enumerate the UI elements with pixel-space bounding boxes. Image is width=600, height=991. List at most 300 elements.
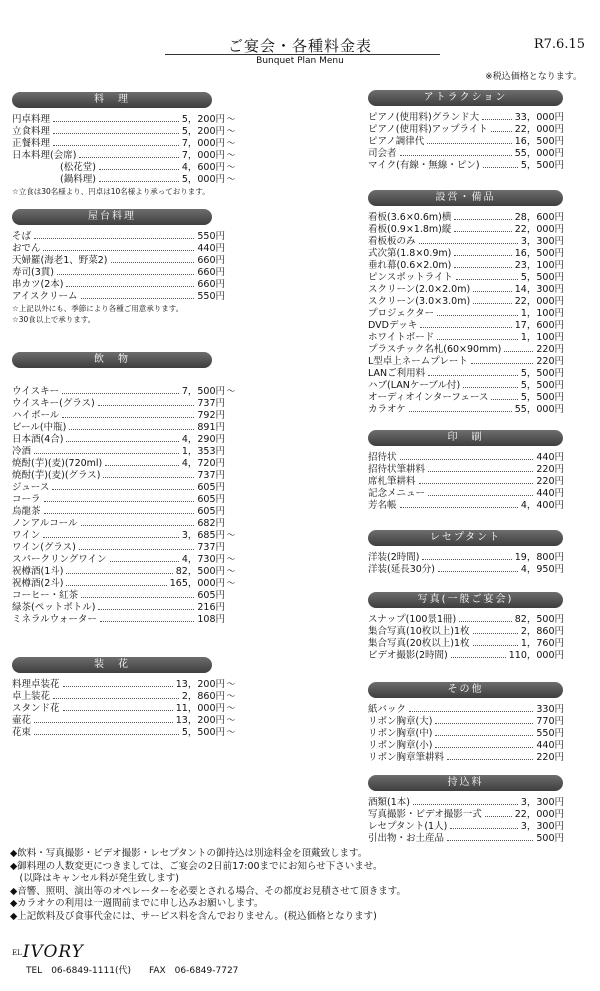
item-price: 5，500円 <box>520 392 564 403</box>
price-row <box>368 392 564 404</box>
dot-leader <box>43 537 179 538</box>
item-price: 13，200円 <box>175 679 225 690</box>
price-row <box>368 833 564 845</box>
item-name: 花束 <box>12 727 32 738</box>
item-name: 緑茶(ペットボトル) <box>12 602 96 613</box>
dot-leader <box>62 417 194 418</box>
item-price: 7，500円 <box>181 386 225 397</box>
item-name: 芳名帳 <box>368 500 397 511</box>
price-row <box>368 728 564 740</box>
price-row <box>368 260 564 272</box>
footer-note: ◆カラオケの利用は一週間前までに申し込みお願いします。 <box>10 898 264 909</box>
item-name: 祝樽酒(1斗) <box>12 566 64 577</box>
menu-section <box>368 775 564 845</box>
item-price: 440円 <box>536 452 564 463</box>
menu-section <box>12 92 239 197</box>
menu-section <box>368 90 564 172</box>
price-row <box>368 476 564 488</box>
price-row <box>12 114 237 126</box>
item-price: 770円 <box>536 716 564 727</box>
item-name: ワイン <box>12 530 41 541</box>
dot-leader <box>428 471 533 472</box>
dot-leader <box>105 465 179 466</box>
tilde-mark: ～ <box>226 139 236 149</box>
price-row <box>12 150 237 162</box>
item-price: 22，000円 <box>514 224 564 235</box>
price-row <box>12 715 237 727</box>
item-list <box>368 452 564 512</box>
price-row <box>368 500 564 512</box>
item-name: オーディオインターフェース <box>368 392 489 403</box>
dot-leader <box>98 609 194 610</box>
item-name: カラオケ <box>368 404 406 415</box>
price-row <box>368 296 564 308</box>
item-name: 招待状筆耕料 <box>368 464 426 475</box>
price-row <box>368 704 564 716</box>
item-price: 22，000円 <box>514 296 564 307</box>
price-row <box>368 112 564 124</box>
item-price: 5，500円 <box>181 727 225 738</box>
price-row <box>12 602 237 614</box>
item-price: 108円 <box>197 614 225 625</box>
dot-leader <box>44 501 195 502</box>
item-name: 垂れ幕(0.6×2.0m) <box>368 260 452 271</box>
tilde-mark: ～ <box>226 387 236 397</box>
price-row <box>12 554 237 566</box>
price-row <box>12 255 225 267</box>
item-price: 4，600円 <box>181 162 225 173</box>
price-row <box>12 458 237 470</box>
item-price: 605円 <box>197 506 225 517</box>
footer-notes <box>10 848 406 923</box>
page-subtitle: Bunquet Plan Menu <box>256 56 344 66</box>
price-row <box>368 356 564 368</box>
item-price: 792円 <box>197 410 225 421</box>
dot-leader <box>437 315 518 316</box>
item-name: 洋装(2時間) <box>368 552 420 563</box>
price-row <box>12 138 237 150</box>
logo-prefix: EL <box>12 948 22 957</box>
item-price: 5，200円 <box>181 126 225 137</box>
item-name: アイスクリーム <box>12 291 78 302</box>
tilde-mark: ～ <box>226 704 236 714</box>
dot-leader <box>491 131 512 132</box>
price-row <box>368 148 564 160</box>
tilde-mark: ～ <box>226 163 236 173</box>
price-row <box>12 243 225 255</box>
item-name: 烏龍茶 <box>12 506 41 517</box>
dot-leader <box>491 399 517 400</box>
price-row <box>12 291 225 303</box>
item-price: 330円 <box>536 704 564 715</box>
section-header: その他 <box>368 682 563 698</box>
dot-leader <box>400 507 518 508</box>
section-note: ☆30食以上で承ります。 <box>12 315 96 324</box>
dot-leader <box>400 459 534 460</box>
item-name: レセプタント(1人) <box>368 821 448 832</box>
revision-date: R7.6.15 <box>533 37 585 52</box>
item-list <box>368 614 564 662</box>
dot-leader <box>409 411 512 412</box>
price-row <box>368 160 564 172</box>
item-price: 22，000円 <box>514 124 564 135</box>
item-name: スナップ(100景1冊) <box>368 614 457 625</box>
price-row <box>12 470 237 482</box>
item-price: 14，300円 <box>514 284 564 295</box>
dot-leader <box>422 559 511 560</box>
dot-leader <box>456 279 518 280</box>
item-name: 串カツ(2本) <box>12 279 64 290</box>
item-list <box>12 114 236 186</box>
dot-leader <box>447 759 533 760</box>
price-row <box>12 126 237 138</box>
tilde-mark: ～ <box>226 716 236 726</box>
tilde-mark: ～ <box>226 151 236 161</box>
item-price: 17，600円 <box>514 320 564 331</box>
item-name: 集合写真(10枚以上)1枚 <box>368 626 470 637</box>
tilde-mark: ～ <box>226 680 236 690</box>
dot-leader <box>473 303 512 304</box>
section-header: レセプタント <box>368 530 563 546</box>
dot-leader <box>450 828 518 829</box>
tilde-mark: ～ <box>226 127 236 137</box>
item-price: 3，300円 <box>520 821 564 832</box>
item-name: 酒類(1本) <box>368 797 410 808</box>
footer-note: (以降はキャンセル料が発生致します) <box>10 873 179 884</box>
dot-leader <box>57 274 194 275</box>
price-row <box>12 530 237 542</box>
tilde-mark: ～ <box>226 728 236 738</box>
item-price: 11，000円 <box>175 703 225 714</box>
dot-leader <box>419 243 518 244</box>
title-rule <box>165 54 440 55</box>
item-price: 1，100円 <box>520 332 564 343</box>
item-name: スパークリングワイン <box>12 554 107 565</box>
item-name: 紙バック <box>368 704 407 715</box>
dot-leader <box>100 621 195 622</box>
footer-note: ◆音響、照明、演出等のオペレーターを必要とされる場合、その都度お見積させて頂きます。 <box>10 885 407 897</box>
item-price: 220円 <box>536 464 564 475</box>
item-name: プロジェクター <box>368 308 435 319</box>
item-price: 1，760円 <box>520 638 564 649</box>
item-name: DVDデッキ <box>368 320 418 331</box>
price-row <box>368 136 564 148</box>
price-row <box>368 284 564 296</box>
price-row <box>368 452 564 464</box>
dot-leader <box>435 747 533 748</box>
dot-leader <box>81 298 195 299</box>
price-row <box>12 174 237 186</box>
item-list <box>12 386 236 626</box>
dot-leader <box>66 573 172 574</box>
price-row <box>368 564 564 576</box>
price-row <box>12 494 237 506</box>
tax-note: ※税込価格となります。 <box>485 72 582 82</box>
dot-leader <box>454 255 511 256</box>
item-price: 13，200円 <box>175 715 225 726</box>
item-price: 7，000円 <box>181 138 225 149</box>
item-price: 891円 <box>197 422 225 433</box>
menu-section <box>368 682 564 764</box>
item-name: ピンスポットライト <box>368 272 453 283</box>
dot-leader <box>53 698 179 699</box>
item-name: 洋装(延長30分) <box>368 564 436 575</box>
item-price: 2，860円 <box>520 626 564 637</box>
dot-leader <box>459 621 512 622</box>
hotel-logo <box>12 942 84 962</box>
item-price: 3，300円 <box>520 236 564 247</box>
dot-leader <box>99 169 179 170</box>
item-price: 22，000円 <box>514 809 564 820</box>
item-price: 5，200円 <box>181 114 225 125</box>
dot-leader <box>463 387 518 388</box>
item-name: 冷酒 <box>12 446 32 457</box>
section-header: 持込料 <box>368 775 563 791</box>
price-row <box>368 552 564 564</box>
dot-leader <box>428 375 518 376</box>
dot-leader <box>400 155 512 156</box>
item-name: 天婦羅(海老1、野菜2) <box>12 255 108 266</box>
price-row <box>368 380 564 392</box>
item-name: 日本酒(4合) <box>12 434 64 445</box>
section-header: 屋台料理 <box>12 209 212 225</box>
dot-leader <box>409 711 533 712</box>
item-name: ピアノ(使用料)アップライト <box>368 124 488 135</box>
price-row <box>368 332 564 344</box>
dot-leader <box>419 483 534 484</box>
item-name: 立食料理 <box>12 126 51 137</box>
dot-leader <box>438 571 518 572</box>
item-price: 5，500円 <box>520 272 564 283</box>
item-list <box>12 231 225 303</box>
item-price: 737円 <box>197 542 225 553</box>
item-name: おでん <box>12 243 41 254</box>
dot-leader <box>473 645 518 646</box>
price-row <box>12 162 237 174</box>
section-header: 写真(一般ご宴会) <box>368 592 563 608</box>
item-name: リボン胸章(大) <box>368 716 433 727</box>
menu-section <box>368 190 564 416</box>
section-header: 料 理 <box>12 92 212 108</box>
item-price: 550円 <box>197 231 225 242</box>
item-name: スクリーン(2.0×2.0m) <box>368 284 471 295</box>
item-name: ピアノ(使用料)グランド大 <box>368 112 480 123</box>
price-row <box>12 434 237 446</box>
item-name: ウイスキー(グラス) <box>12 398 95 409</box>
price-row <box>12 578 237 590</box>
price-row <box>368 638 564 650</box>
item-price: 19，800円 <box>514 552 564 563</box>
item-price: 4，400円 <box>520 500 564 511</box>
dot-leader <box>53 121 179 122</box>
section-header: 設営・備品 <box>368 190 563 206</box>
price-row <box>12 679 237 691</box>
price-row <box>12 703 237 715</box>
dot-leader <box>413 804 518 805</box>
item-list <box>368 212 564 416</box>
price-row <box>368 650 564 662</box>
item-name: ジュース <box>12 482 50 493</box>
price-row <box>368 752 564 764</box>
item-price: 5，500円 <box>520 368 564 379</box>
dot-leader <box>53 145 179 146</box>
price-row <box>368 626 564 638</box>
dot-leader <box>483 167 518 168</box>
price-row <box>12 590 237 602</box>
item-name: 寿司(3貫) <box>12 267 54 278</box>
item-price: 550円 <box>197 291 225 302</box>
item-name: スタンド花 <box>12 703 60 714</box>
dot-leader <box>63 686 173 687</box>
item-price: 500円 <box>536 833 564 844</box>
section-header: 飲 物 <box>12 352 212 368</box>
section-header: アトラクション <box>368 90 563 106</box>
price-row <box>368 716 564 728</box>
dot-leader <box>435 735 533 736</box>
item-name: スクリーン(3.0×3.0m) <box>368 296 471 307</box>
price-row <box>12 482 237 494</box>
item-name: 写真撮影・ビデオ撮影一式 <box>368 809 482 820</box>
dot-leader <box>451 657 506 658</box>
dot-leader <box>52 489 194 490</box>
item-list <box>12 679 236 739</box>
price-row <box>368 404 564 416</box>
item-price: 737円 <box>197 398 225 409</box>
price-row <box>12 398 237 410</box>
item-price: 55，000円 <box>514 148 564 159</box>
item-name: ハイボール <box>12 410 60 421</box>
dot-leader <box>454 231 511 232</box>
tilde-mark: ～ <box>226 567 236 577</box>
item-name: ミネラルウォーター <box>12 614 97 625</box>
item-price: 2，860円 <box>181 691 225 702</box>
price-row <box>368 464 564 476</box>
item-price: 33，000円 <box>514 112 564 123</box>
item-list <box>368 552 564 576</box>
dot-leader <box>62 393 179 394</box>
dot-leader <box>66 286 194 287</box>
dot-leader <box>66 585 166 586</box>
item-name: LANご利用料 <box>368 368 426 379</box>
footer-note: ◆飲料・写真撮影・ビデオ撮影・レセプタントの御持込は別途料金を頂戴致します。 <box>10 848 368 859</box>
price-row <box>368 821 564 833</box>
dot-leader <box>473 291 512 292</box>
price-row <box>12 518 237 530</box>
item-list <box>368 797 564 845</box>
item-name: コーヒー・紅茶 <box>12 590 79 601</box>
dot-leader <box>98 405 195 406</box>
item-name: 円卓料理 <box>12 114 51 125</box>
item-price: 216円 <box>197 602 225 613</box>
dot-leader <box>447 840 533 841</box>
tilde-mark: ～ <box>226 531 236 541</box>
price-row <box>368 740 564 752</box>
dot-leader <box>504 351 533 352</box>
dot-leader <box>454 219 511 220</box>
price-row <box>12 506 237 518</box>
dot-leader <box>34 453 179 454</box>
item-price: 737円 <box>197 470 225 481</box>
price-row <box>368 368 564 380</box>
item-name: 引出物・お土産品 <box>368 833 445 844</box>
item-price: 4，950円 <box>520 564 564 575</box>
item-price: 82，500円 <box>175 566 225 577</box>
dot-leader <box>79 157 178 158</box>
price-row <box>368 272 564 284</box>
tilde-mark: ～ <box>226 175 236 185</box>
tilde-mark: ～ <box>226 692 236 702</box>
item-name: ビール(中瓶) <box>12 422 67 433</box>
item-price: 440円 <box>536 740 564 751</box>
item-name: 式次第(1.8×0.9m) <box>368 248 452 259</box>
item-price: 605円 <box>197 590 225 601</box>
dot-leader <box>110 561 179 562</box>
dot-leader <box>111 262 195 263</box>
dot-leader <box>103 477 194 478</box>
item-price: 16，500円 <box>514 136 564 147</box>
footer-note: ◆上記飲料及び食事代金には、サービス料を含んでおりません。(税込価格となります) <box>10 910 377 922</box>
item-name: リボン胸章(小) <box>368 740 433 751</box>
dot-leader <box>43 250 194 251</box>
menu-section <box>368 430 564 512</box>
menu-section <box>12 352 239 626</box>
item-price: 28，600円 <box>514 212 564 223</box>
item-name: (鍋料理) <box>60 174 96 185</box>
dot-leader <box>34 238 194 239</box>
item-price: 165，000円 <box>169 578 225 589</box>
price-row <box>12 231 225 243</box>
item-price: 3，685円 <box>181 530 225 541</box>
item-price: 605円 <box>197 494 225 505</box>
item-price: 660円 <box>197 279 225 290</box>
item-name: 看板板のみ <box>368 236 416 247</box>
menu-section <box>12 209 225 325</box>
item-price: 1，100円 <box>520 308 564 319</box>
item-name: 集合写真(20枚以上)1枚 <box>368 638 470 649</box>
price-row <box>368 344 564 356</box>
item-price: 4，720円 <box>181 458 225 469</box>
item-name: 看板(3.6×0.6m)横 <box>368 212 452 223</box>
dot-leader <box>63 710 173 711</box>
price-row <box>368 809 564 821</box>
footer-note: ◆御料理の人数変更につきましては、ご宴会の2日前17:00までにお知らせ下さいませ。 <box>10 860 383 872</box>
menu-section <box>368 592 564 662</box>
price-row <box>12 386 237 398</box>
item-name: 席札筆耕料 <box>368 476 416 487</box>
item-price: 5，500円 <box>520 160 564 171</box>
dot-leader <box>66 441 178 442</box>
item-name: 正餐料理 <box>12 138 51 149</box>
item-name: ノンアルコール <box>12 518 78 529</box>
item-name: 司会者 <box>368 148 397 159</box>
item-name: コーラ <box>12 494 41 505</box>
price-row <box>12 566 237 578</box>
item-name: リボン胸章筆耕料 <box>368 752 445 763</box>
item-price: 5，000円 <box>181 174 225 185</box>
dot-leader <box>81 525 195 526</box>
item-price: 1，353円 <box>181 446 225 457</box>
logo-name: IVORY <box>22 942 84 962</box>
dot-leader <box>34 734 179 735</box>
price-row <box>12 410 237 422</box>
item-price: 7，000円 <box>181 150 225 161</box>
price-row <box>368 320 564 332</box>
item-price: 5，500円 <box>520 380 564 391</box>
item-price: 440円 <box>536 488 564 499</box>
tilde-mark: ～ <box>226 115 236 125</box>
item-name: マイク(有線・無線・ピン) <box>368 160 480 171</box>
dot-leader <box>435 723 533 724</box>
